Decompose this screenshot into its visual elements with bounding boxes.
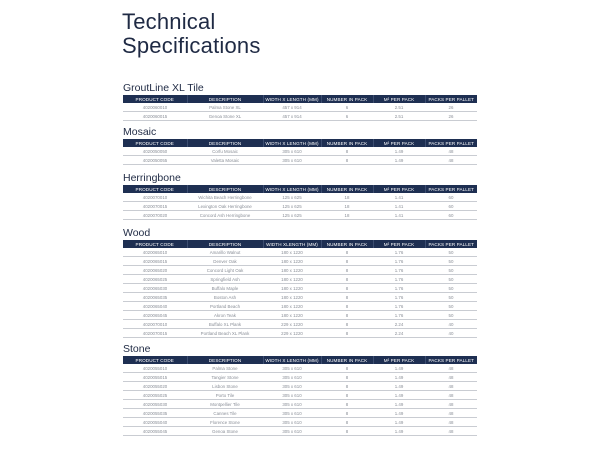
- table-header-row: [123, 356, 477, 364]
- table-cell: 1.49: [373, 147, 425, 156]
- section-mosaic: [123, 126, 477, 165]
- table-cell: 305 x 610: [263, 427, 321, 436]
- table-cell: Amarillo Walnut: [187, 248, 263, 257]
- table-cell: 4020060015: [123, 112, 187, 121]
- table-cell: 1.41: [373, 211, 425, 220]
- table-cell: 8: [321, 156, 373, 165]
- table-cell: 4020070010: [123, 320, 187, 329]
- table-cell: 305 x 610: [263, 400, 321, 409]
- table-cell: 4020055030: [123, 400, 187, 409]
- table-cell: 8: [321, 400, 373, 409]
- table-cell: 1.76: [373, 248, 425, 257]
- table-cell: 4020065015: [123, 257, 187, 266]
- table-cell: 1.76: [373, 257, 425, 266]
- table-cell: 457 x 914: [263, 103, 321, 112]
- table-cell: 60: [425, 193, 477, 202]
- table-cell: Genoa Stone XL: [187, 112, 263, 121]
- table-cell: 4020065025: [123, 275, 187, 284]
- section-title: Herringbone: [123, 172, 181, 184]
- table-cell: 4020055045: [123, 427, 187, 436]
- table-cell: 40: [425, 329, 477, 338]
- table-cell: Wichita Beach Herringbone: [187, 193, 263, 202]
- table-row: [123, 427, 477, 436]
- table-cell: 6: [321, 112, 373, 121]
- table-row: [123, 147, 477, 156]
- table-cell: 26: [425, 103, 477, 112]
- table-cell: 1.49: [373, 156, 425, 165]
- table-cell: 4020060010: [123, 103, 187, 112]
- table-cell: 8: [321, 382, 373, 391]
- table-cell: 4020070020: [123, 211, 187, 220]
- table-cell: 8: [321, 293, 373, 302]
- section-wood: [123, 227, 477, 338]
- table-cell: 305 x 610: [263, 409, 321, 418]
- column-header: PACKS PER PALLET: [425, 139, 477, 147]
- table-cell: Porto Tile: [187, 391, 263, 400]
- table-cell: 18: [321, 211, 373, 220]
- table-cell: 4020055010: [123, 364, 187, 373]
- column-header: PRODUCT CODE: [123, 185, 187, 193]
- table-cell: 125 x 625: [263, 193, 321, 202]
- column-header: PRODUCT CODE: [123, 139, 187, 147]
- column-header: NUMBER IN PACK: [321, 356, 373, 364]
- spec-table: [123, 185, 477, 220]
- table-cell: 50: [425, 311, 477, 320]
- table-cell: 1.49: [373, 427, 425, 436]
- table-cell: 2.24: [373, 320, 425, 329]
- table-cell: 48: [425, 156, 477, 165]
- table-cell: 1.49: [373, 409, 425, 418]
- table-cell: 48: [425, 364, 477, 373]
- column-header: PRODUCT CODE: [123, 95, 187, 103]
- spec-table: [123, 240, 477, 338]
- section-stone: [123, 343, 477, 436]
- table-cell: 305 x 610: [263, 364, 321, 373]
- table-cell: 8: [321, 391, 373, 400]
- table-cell: Concord Light Oak: [187, 266, 263, 275]
- column-header: DESCRIPTION: [187, 139, 263, 147]
- column-header: WIDTH XLENGTH (MM): [263, 240, 321, 248]
- table-cell: 4020065010: [123, 248, 187, 257]
- table-cell: Corfu Mosaic: [187, 147, 263, 156]
- table-cell: 48: [425, 427, 477, 436]
- table-cell: Concord Ash Herringbone: [187, 211, 263, 220]
- table-cell: 8: [321, 320, 373, 329]
- table-cell: 26: [425, 112, 477, 121]
- table-cell: 48: [425, 409, 477, 418]
- table-cell: Springfield Ash: [187, 275, 263, 284]
- column-header: M² PER PACK: [373, 95, 425, 103]
- table-cell: Tangier Stone: [187, 373, 263, 382]
- table-cell: 8: [321, 275, 373, 284]
- column-header: PACKS PER PALLET: [425, 185, 477, 193]
- table-row: [123, 257, 477, 266]
- table-cell: 40: [425, 320, 477, 329]
- table-cell: Boston Ash: [187, 293, 263, 302]
- table-row: [123, 364, 477, 373]
- table-cell: 48: [425, 418, 477, 427]
- table-cell: 50: [425, 284, 477, 293]
- section-title: Stone: [123, 343, 151, 355]
- column-header: DESCRIPTION: [187, 240, 263, 248]
- table-cell: Denver Oak: [187, 257, 263, 266]
- table-cell: 48: [425, 391, 477, 400]
- table-cell: Valetta Mosaic: [187, 156, 263, 165]
- table-cell: 8: [321, 266, 373, 275]
- page-title-line-2: Specifications: [122, 33, 261, 58]
- table-row: [123, 409, 477, 418]
- table-cell: 8: [321, 147, 373, 156]
- column-header: WIDTH X LENGTH (MM): [263, 139, 321, 147]
- table-cell: 180 x 1220: [263, 257, 321, 266]
- table-cell: 8: [321, 284, 373, 293]
- table-cell: 125 x 625: [263, 202, 321, 211]
- table-cell: 50: [425, 293, 477, 302]
- table-cell: Palma Stone XL: [187, 103, 263, 112]
- section-title: GroutLine XL Tile: [123, 82, 204, 94]
- table-row: [123, 382, 477, 391]
- table-row: [123, 311, 477, 320]
- table-cell: 4020065045: [123, 311, 187, 320]
- column-header: PACKS PER PALLET: [425, 356, 477, 364]
- column-header: M² PER PACK: [373, 240, 425, 248]
- table-cell: 180 x 1220: [263, 248, 321, 257]
- column-header: NUMBER IN PACK: [321, 240, 373, 248]
- table-cell: Florence Stone: [187, 418, 263, 427]
- table-row: [123, 400, 477, 409]
- table-cell: Akron Teak: [187, 311, 263, 320]
- table-cell: 48: [425, 400, 477, 409]
- table-cell: 48: [425, 373, 477, 382]
- table-row: [123, 373, 477, 382]
- table-cell: 50: [425, 275, 477, 284]
- table-cell: 60: [425, 202, 477, 211]
- table-cell: Buffalo Maple: [187, 284, 263, 293]
- table-cell: 48: [425, 147, 477, 156]
- column-header: WIDTH X LENGTH (MM): [263, 185, 321, 193]
- column-header: NUMBER IN PACK: [321, 139, 373, 147]
- table-cell: 18: [321, 193, 373, 202]
- table-cell: 4020055040: [123, 418, 187, 427]
- table-cell: Lexington Oak Herringbone: [187, 202, 263, 211]
- column-header: NUMBER IN PACK: [321, 185, 373, 193]
- page-title: [122, 10, 261, 58]
- table-row: [123, 202, 477, 211]
- table-cell: 8: [321, 409, 373, 418]
- table-cell: Genoa Stone: [187, 427, 263, 436]
- column-header: M² PER PACK: [373, 139, 425, 147]
- table-cell: 2.51: [373, 103, 425, 112]
- table-cell: 4020050055: [123, 156, 187, 165]
- table-cell: 50: [425, 302, 477, 311]
- table-cell: 1.41: [373, 193, 425, 202]
- table-cell: 229 x 1220: [263, 320, 321, 329]
- table-cell: 4020055020: [123, 382, 187, 391]
- table-cell: 50: [425, 248, 477, 257]
- table-cell: 8: [321, 329, 373, 338]
- column-header: DESCRIPTION: [187, 95, 263, 103]
- spec-table: [123, 139, 477, 165]
- table-cell: 60: [425, 211, 477, 220]
- table-cell: 4020070015: [123, 329, 187, 338]
- table-cell: 180 x 1220: [263, 275, 321, 284]
- section-title: Wood: [123, 227, 151, 239]
- section-herringbone: [123, 172, 477, 220]
- table-cell: 1.76: [373, 311, 425, 320]
- table-cell: 50: [425, 266, 477, 275]
- table-cell: 1.76: [373, 266, 425, 275]
- column-header: PRODUCT CODE: [123, 356, 187, 364]
- table-cell: 180 x 1220: [263, 293, 321, 302]
- table-cell: 1.76: [373, 284, 425, 293]
- table-cell: 1.49: [373, 418, 425, 427]
- table-cell: Montpellier Tile: [187, 400, 263, 409]
- table-cell: 229 x 1220: [263, 329, 321, 338]
- table-cell: 180 x 1220: [263, 302, 321, 311]
- column-header: PACKS PER PALLET: [425, 95, 477, 103]
- table-cell: 6: [321, 103, 373, 112]
- table-row: [123, 211, 477, 220]
- table-header-row: [123, 240, 477, 248]
- table-cell: 1.49: [373, 400, 425, 409]
- table-cell: Cannes Tile: [187, 409, 263, 418]
- spec-table: [123, 356, 477, 436]
- table-header-row: [123, 139, 477, 147]
- table-row: [123, 329, 477, 338]
- table-cell: 1.49: [373, 391, 425, 400]
- table-row: [123, 284, 477, 293]
- column-header: WIDTH X LENGTH (MM): [263, 356, 321, 364]
- column-header: PRODUCT CODE: [123, 240, 187, 248]
- table-cell: 8: [321, 364, 373, 373]
- table-row: [123, 193, 477, 202]
- table-cell: 4020055015: [123, 373, 187, 382]
- table-cell: 305 x 610: [263, 373, 321, 382]
- table-cell: 457 x 914: [263, 112, 321, 121]
- table-row: [123, 320, 477, 329]
- table-header-row: [123, 95, 477, 103]
- table-cell: 2.24: [373, 329, 425, 338]
- section-groutline-xl: [123, 82, 477, 121]
- table-cell: Palma Stone: [187, 364, 263, 373]
- table-cell: 48: [425, 382, 477, 391]
- table-cell: 1.76: [373, 293, 425, 302]
- column-header: NUMBER IN PACK: [321, 95, 373, 103]
- table-cell: 4020070015: [123, 202, 187, 211]
- table-cell: 1.49: [373, 382, 425, 391]
- table-cell: 50: [425, 257, 477, 266]
- table-cell: 1.76: [373, 302, 425, 311]
- table-cell: 1.76: [373, 275, 425, 284]
- table-row: [123, 391, 477, 400]
- table-cell: 4020055025: [123, 391, 187, 400]
- table-cell: 305 x 610: [263, 382, 321, 391]
- column-header: DESCRIPTION: [187, 185, 263, 193]
- spec-table: [123, 95, 477, 121]
- table-cell: 305 x 610: [263, 391, 321, 400]
- page-title-line-1: Technical: [122, 9, 216, 34]
- table-row: [123, 266, 477, 275]
- table-cell: 18: [321, 202, 373, 211]
- table-cell: 8: [321, 418, 373, 427]
- table-cell: 4020065040: [123, 302, 187, 311]
- section-title: Mosaic: [123, 126, 157, 138]
- table-row: [123, 275, 477, 284]
- table-cell: 125 x 625: [263, 211, 321, 220]
- table-row: [123, 302, 477, 311]
- table-row: [123, 112, 477, 121]
- table-row: [123, 103, 477, 112]
- table-row: [123, 418, 477, 427]
- table-cell: 4020050050: [123, 147, 187, 156]
- table-cell: 305 x 610: [263, 147, 321, 156]
- table-cell: Portland Beach XL Plank: [187, 329, 263, 338]
- column-header: PACKS PER PALLET: [425, 240, 477, 248]
- table-cell: 4020070010: [123, 193, 187, 202]
- table-cell: Buffalo XL Plank: [187, 320, 263, 329]
- table-cell: 8: [321, 311, 373, 320]
- table-cell: 4020065030: [123, 284, 187, 293]
- table-header-row: [123, 185, 477, 193]
- table-cell: 180 x 1220: [263, 311, 321, 320]
- column-header: WIDTH X LENGTH (MM): [263, 95, 321, 103]
- table-cell: 180 x 1220: [263, 266, 321, 275]
- table-cell: 1.49: [373, 373, 425, 382]
- table-cell: 4020065035: [123, 293, 187, 302]
- table-cell: Portland Beach: [187, 302, 263, 311]
- table-cell: 2.51: [373, 112, 425, 121]
- table-row: [123, 248, 477, 257]
- table-cell: 1.41: [373, 202, 425, 211]
- table-cell: 180 x 1220: [263, 284, 321, 293]
- table-cell: 4020055035: [123, 409, 187, 418]
- column-header: M² PER PACK: [373, 185, 425, 193]
- table-cell: 8: [321, 373, 373, 382]
- table-cell: 8: [321, 427, 373, 436]
- table-cell: 8: [321, 248, 373, 257]
- column-header: M² PER PACK: [373, 356, 425, 364]
- table-cell: 8: [321, 302, 373, 311]
- table-cell: 8: [321, 257, 373, 266]
- table-cell: 305 x 610: [263, 156, 321, 165]
- table-cell: 305 x 610: [263, 418, 321, 427]
- table-row: [123, 293, 477, 302]
- column-header: DESCRIPTION: [187, 356, 263, 364]
- table-cell: 4020065020: [123, 266, 187, 275]
- table-cell: 1.49: [373, 364, 425, 373]
- table-row: [123, 156, 477, 165]
- table-cell: Lisbon Stone: [187, 382, 263, 391]
